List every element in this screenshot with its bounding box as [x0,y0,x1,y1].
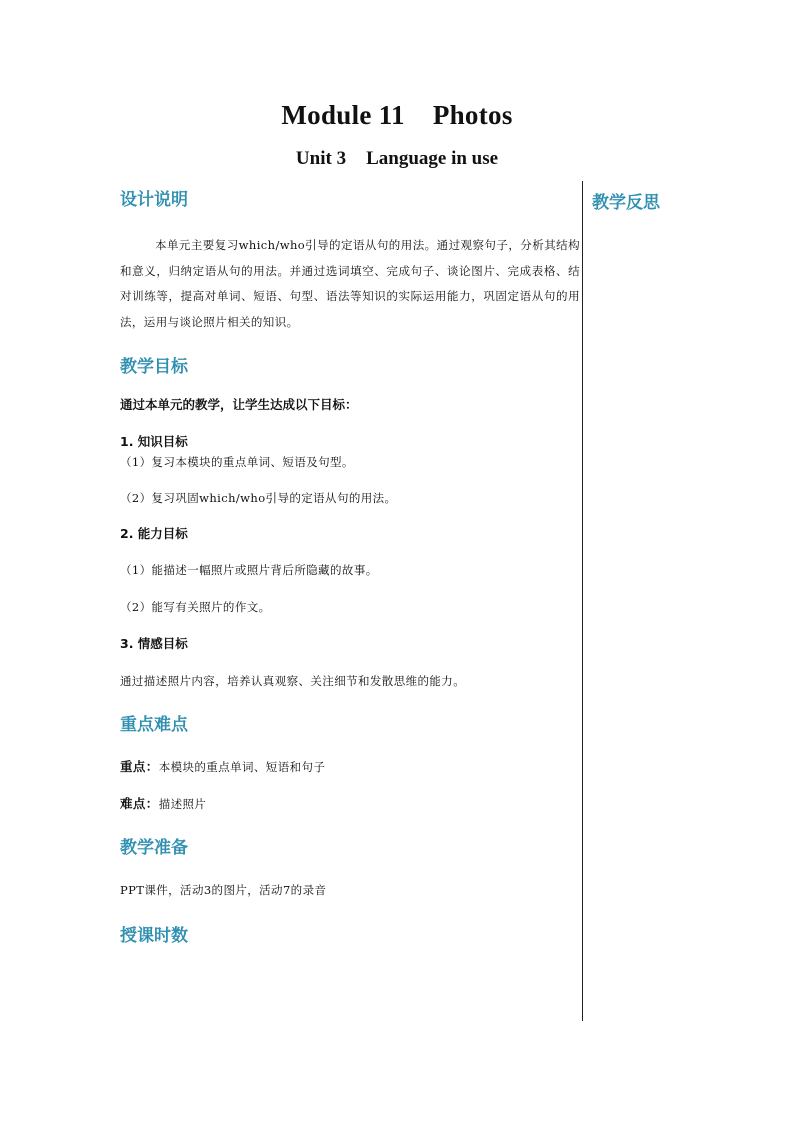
knowledge-goal-title: 1. 知识目标 [120,434,188,449]
reflection-heading: 教学反思 [592,193,660,213]
unit-title [0,148,794,170]
ability-goal-item: （1）能描述一幅照片或照片背后所隐藏的故事。 [120,563,378,577]
ability-goal-title: 2. 能力目标 [120,526,188,541]
module-title [0,100,794,131]
knowledge-goal-item: （1）复习本模块的重点单词、短语及句型。 [120,455,354,469]
design-body: 本单元主要复习which/who引导的定语从句的用法。通过观察句子，分析其结构和意义，归纳定语从句的用法。并通过选词填空、完成句子、谈论图片、完成表格、结对训练等，提高对单词、短语、句型、语法等知识的实际运用能力，巩固定语从句的用法，运用与谈论照片相关的知识。 [120,238,580,329]
preparation-text: PPT课件，活动3的图片，活动7的录音 [120,883,327,897]
unit-number: Unit 3 [295,148,347,169]
focus-label: 重点： [120,759,159,774]
focus-text: 本模块的重点单词、短语和句子 [158,760,326,774]
key-points-heading: 重点难点 [120,715,188,735]
goals-intro: 通过本单元的教学，让学生达成以下目标： [120,397,358,412]
unit-name: Language in use [366,148,499,169]
difficulty-line [120,794,580,814]
emotion-goal-text: 通过描述照片内容，培养认真观察、关注细节和发散思维的能力。 [120,674,466,688]
goals-heading: 教学目标 [120,357,188,377]
focus-line [120,757,580,777]
ability-goal-item: （2）能写有关照片的作文。 [120,600,271,614]
module-number: Module 11 [281,100,405,130]
class-hours-heading: 授课时数 [120,926,188,946]
main-column [120,188,580,948]
difficulty-label: 难点： [120,796,159,811]
design-heading: 设计说明 [120,190,188,210]
column-divider [582,181,583,1021]
emotion-goal-title: 3. 情感目标 [120,636,188,651]
preparation-heading: 教学准备 [120,838,188,858]
module-topic: Photos [432,100,513,130]
knowledge-goal-item: （2）复习巩固which/who引导的定语从句的用法。 [120,491,397,505]
difficulty-text: 描述照片 [158,797,207,811]
